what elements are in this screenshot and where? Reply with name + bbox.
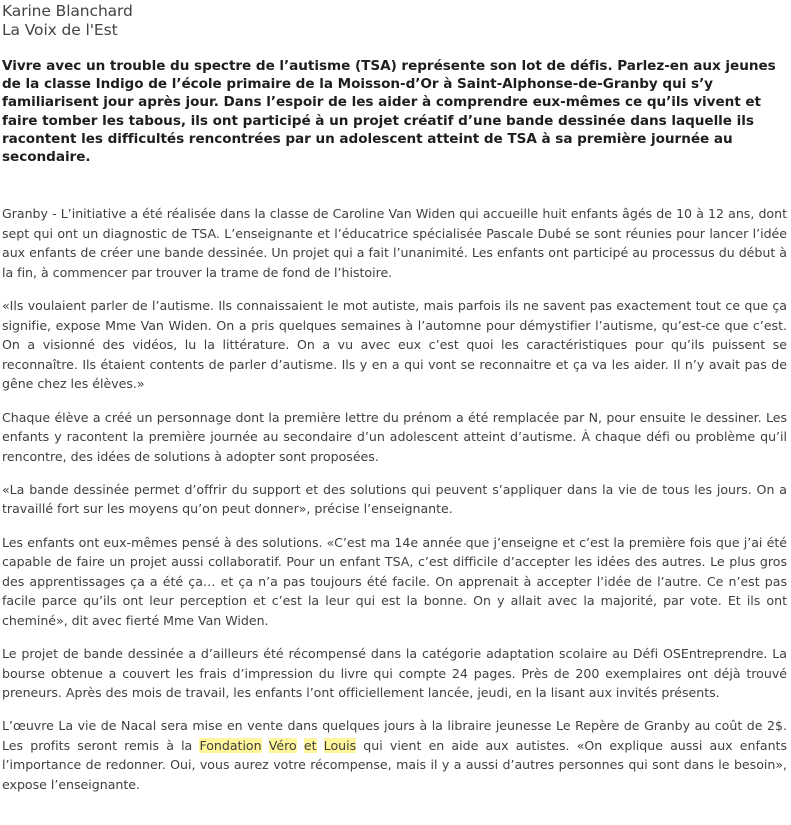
paragraph-text: qui vient en aide aux autistes. «On explique aussi aux enfants l’importance de redonner. Oui, vous aurez votre récompense, mais il y a aussi d’autres personnes qui sont dans le besoin», expose l’enseignante. bbox=[2, 737, 787, 793]
publication-name: La Voix de l'Est bbox=[2, 21, 118, 39]
highlighted-word: et bbox=[303, 737, 317, 753]
article-lede: Vivre avec un trouble du spectre de l’autisme (TSA) représente son lot de défis. Parlez-en aux jeunes de la classe Indigo de l’école primaire de la Moisson-d’Or à Saint-Alphonse-de-Granby qui s’y familiarisent jour après jour. Dans l’espoir de les aider à comprendre eux-mêmes ce qu’ils vivent et faire tomber les tabous, ils ont participé à un projet créatif d’une bande dessinée dans laquelle ils racontent les difficultés rencontrées par un adolescent atteint de TSA à sa première journée au secondaire. bbox=[2, 58, 776, 166]
space bbox=[262, 738, 269, 753]
paragraph: «Ils voulaient parler de l’autisme. Ils connaissaient le mot autiste, mais parfois ils ne savent pas exactement tout ce que ça signifie, expose Mme Van Widen. On a pris quelques semaines à l’automne pour démystifier l’autisme, qu’est-ce que c’est. On a visionné des vidéos, lu la littérature. On a vu avec eux c’est quoi les caractéristiques pour qu’ils puissent se reconnaître. Ils étaient contents de parler d’autisme. Ils y en a qui vont se reconnaitre et ça va les aider. Il n’y avait pas de gêne chez les élèves.» bbox=[2, 298, 787, 392]
author-name: Karine Blanchard bbox=[2, 2, 133, 20]
space bbox=[317, 738, 324, 753]
highlighted-word: Fondation bbox=[199, 737, 262, 753]
paragraph: Chaque élève a créé un personnage dont la première lettre du prénom a été remplacée par N, pour ensuite le dessiner. Les enfants y racontent la première journée au secondaire d’un adolescent atteint d’autisme. À chaque défi ou problème qu’il rencontre, des idées de solutions à adopter sont proposées. bbox=[2, 409, 787, 464]
article-body bbox=[2, 204, 787, 794]
paragraph-last bbox=[2, 716, 787, 794]
highlighted-word: Louis bbox=[323, 737, 357, 753]
highlighted-word: Véro bbox=[268, 737, 297, 753]
paragraph: Le projet de bande dessinée a d’ailleurs été récompensé dans la catégorie adaptation scolaire au Défi OSEntreprendre. La bourse obtenue a couvert les frais d’impression du livre qui compte 24 pages. Près de 200 exemplaires ont déjà trouvé preneurs. Après des mois de travail, les enfants l’ont officiellement lancée, jeudi, en la lisant aux invités présents. bbox=[2, 646, 787, 701]
paragraph: Les enfants ont eux-mêmes pensé à des solutions. «C’est ma 14e année que j’enseigne et c’est la première fois que j’ai été capable de faire un projet aussi collaboratif. Pour un enfant TSA, c’est difficile d’accepter les idées des autres. Le plus gros des apprentissages ça a été ça… et ça n’a pas toujours été facile. On apprenait à accepter l’idée de l’autre. Ce n’est pas facile parce qu’ils ont leur perception et c’est la leur qui est la bonne. On y allait avec la majorité, par vote. Et ils ont cheminé», dit avec fierté Mme Van Widen. bbox=[2, 534, 787, 628]
space bbox=[297, 738, 304, 753]
paragraph: Granby - L’initiative a été réalisée dans la classe de Caroline Van Widen qui accueille huit enfants âgés de 10 à 12 ans, dont sept qui ont un diagnostic de TSA. L’enseignante et l’éducatrice spécialisée Pascale Dubé se sont réunies pour lancer l’idée aux enfants de créer une bande dessinée. Un projet qui a fait l’unanimité. Les enfants ont participé au processus du début à la fin, à commencer par trouver la trame de fond de l’histoire. bbox=[2, 206, 787, 280]
paragraph: «La bande dessinée permet d’offrir du support et des solutions qui peuvent s’appliquer dans la vie de tous les jours. On a travaillé fort sur les moyens qu’on peut donner», précise l’enseignante. bbox=[2, 481, 787, 517]
byline bbox=[2, 2, 787, 40]
paragraph-text: L’œuvre La vie de Nacal sera mise en vente dans quelques jours à la libraire jeunesse Le Repère de Granby au coût de 2$. Les profits seront remis à la bbox=[2, 718, 787, 753]
